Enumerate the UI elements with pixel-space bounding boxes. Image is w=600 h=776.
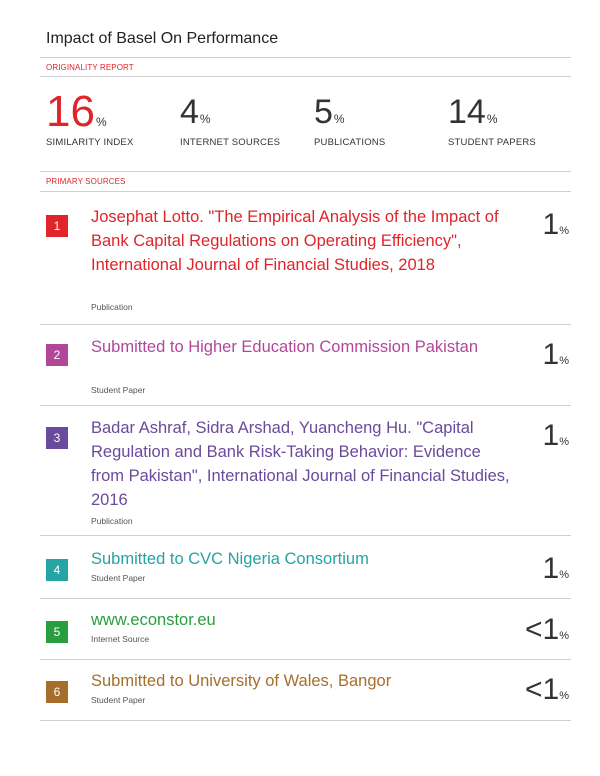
divider <box>40 720 571 721</box>
stat-unit: % <box>199 112 211 126</box>
source-title[interactable]: Badar Ashraf, Sidra Arshad, Yuancheng Hu. "Capital Regulation and Bank Risk-Taking Behavior: Evidence from Pakistan", International Journal of Financial Studies, 2016 <box>91 419 510 509</box>
stat-internet-sources <box>180 90 281 148</box>
source-item <box>40 599 571 659</box>
source-item <box>40 536 571 598</box>
source-item <box>40 406 571 535</box>
source-percent: 1% <box>542 552 569 585</box>
stat-unit: % <box>95 115 107 129</box>
stat-caption: INTERNET SOURCES <box>180 137 281 148</box>
document-title: Impact of Basel On Performance <box>46 30 279 47</box>
divider <box>40 57 571 58</box>
source-type: Student Paper <box>91 695 146 705</box>
stat-caption: STUDENT PAPERS <box>448 137 536 148</box>
source-percent: 1% <box>542 419 569 452</box>
stat-value: 5 <box>314 93 333 131</box>
source-type: Student Paper <box>91 385 146 395</box>
divider <box>40 171 571 172</box>
rank-badge: 3 <box>46 427 68 449</box>
source-title[interactable]: Submitted to CVC Nigeria Consortium <box>91 550 369 568</box>
primary-sources-label: PRIMARY SOURCES <box>46 177 126 186</box>
source-item <box>40 192 571 324</box>
stat-value: 14 <box>448 93 486 131</box>
rank-badge: 4 <box>46 559 68 581</box>
source-title[interactable]: Submitted to Higher Education Commission Pakistan <box>91 338 479 356</box>
source-percent: 1% <box>542 208 569 241</box>
stat-unit: % <box>486 112 498 126</box>
rank-badge: 6 <box>46 681 68 703</box>
stat-student-papers <box>448 90 536 148</box>
source-type: Internet Source <box>91 634 150 644</box>
stat-value: 16 <box>46 87 95 136</box>
divider <box>40 76 571 77</box>
stat-similarity-index <box>46 87 134 148</box>
stat-unit: % <box>333 112 345 126</box>
source-title[interactable]: www.econstor.eu <box>91 611 216 629</box>
source-type: Publication <box>91 302 133 312</box>
source-type: Student Paper <box>91 573 146 583</box>
stat-caption: PUBLICATIONS <box>314 137 386 148</box>
source-item <box>40 660 571 720</box>
stat-caption: SIMILARITY INDEX <box>46 137 134 148</box>
source-item <box>40 325 571 405</box>
source-title[interactable]: Josephat Lotto. "The Empirical Analysis of the Impact of Bank Capital Regulations on Operating Efficiency", International Journal of Financial Studies, 2018 <box>91 208 499 274</box>
source-percent: <1% <box>525 613 569 646</box>
rank-badge: 2 <box>46 344 68 366</box>
source-title[interactable]: Submitted to University of Wales, Bangor <box>91 672 392 690</box>
originality-report-label: ORIGINALITY REPORT <box>46 63 134 72</box>
rank-badge: 1 <box>46 215 68 237</box>
stat-publications <box>314 90 386 148</box>
rank-badge: 5 <box>46 621 68 643</box>
source-percent: <1% <box>525 673 569 706</box>
source-type: Publication <box>91 516 133 526</box>
stat-value: 4 <box>180 93 199 131</box>
source-percent: 1% <box>542 338 569 371</box>
